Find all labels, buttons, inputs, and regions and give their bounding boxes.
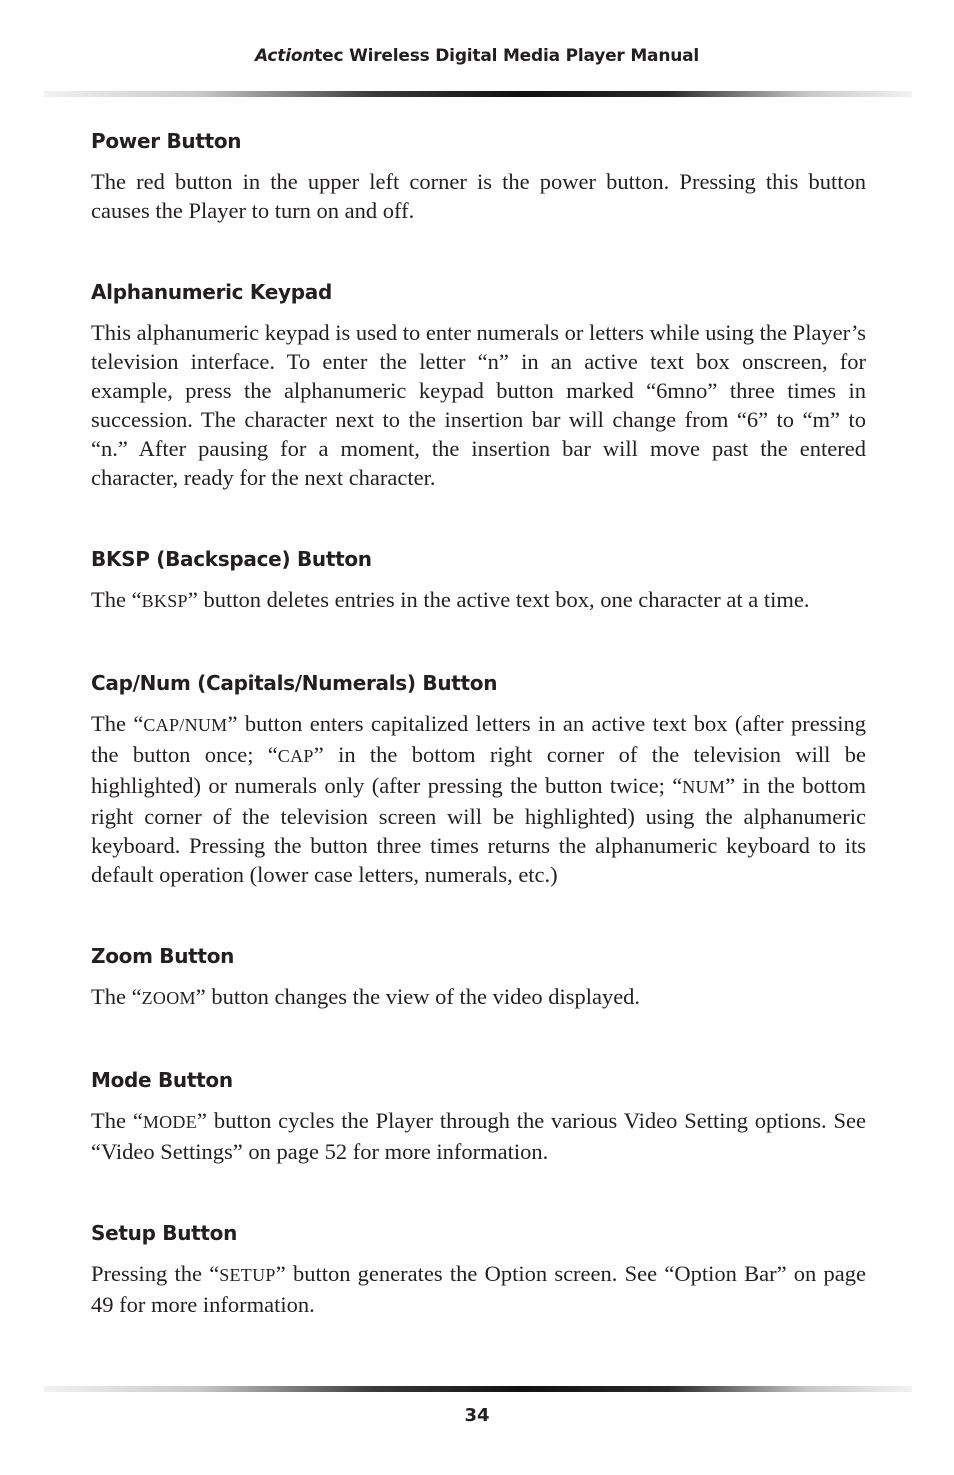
body-text: ” button enters capitalized letters in an active text box (after pressing the button once; “ xyxy=(91,711,866,767)
body-text: ” button generates the Option screen. See “Option Bar” on page 49 for more information. xyxy=(91,1261,866,1317)
section-body: The red button in the upper left corner is the power button. Pressing this button causes the Player to turn on and off. xyxy=(91,169,866,223)
section-heading: Zoom Button xyxy=(91,944,235,968)
body-text: The “ xyxy=(91,1108,143,1133)
section-body xyxy=(91,585,866,616)
section-body xyxy=(91,1259,866,1319)
key-label: NUM xyxy=(682,777,726,797)
brand-name-italic: Action xyxy=(254,46,315,66)
header-title: tec Wireless Digital Media Player Manual xyxy=(314,46,700,66)
section-body xyxy=(91,1106,866,1166)
body-text: ” in the bottom right corner of the television will be highlighted) or numerals only (after pressing the button twice; “ xyxy=(91,742,866,798)
section-alphanumeric-keypad xyxy=(91,277,866,492)
section-body: This alphanumeric keypad is used to enter numerals or letters while using the Player’s television interface. To enter the letter “n” in an active text box onscreen, for example, press the alphanumeric keypad button marked “6mno” three times in succession. The character next to the insertion bar will change from “6” to “m” to “n.” After pausing for a moment, the insertion bar will move past the entered character, ready for the next character. xyxy=(91,320,867,490)
key-label: SETUP xyxy=(219,1265,276,1285)
body-text: ” button deletes entries in the active text box, one character at a time. xyxy=(187,587,810,612)
section-heading: Alphanumeric Keypad xyxy=(91,280,332,304)
body-text: ” button cycles the Player through the various Video Setting options. See “Video Settings” on page 52 for more information. xyxy=(91,1108,866,1164)
section-power-button xyxy=(91,126,866,225)
key-label: MODE xyxy=(142,1112,198,1132)
body-text: The “ xyxy=(91,984,142,1009)
section-heading: Power Button xyxy=(91,129,242,153)
body-text: Pressing the “ xyxy=(91,1261,220,1286)
key-label: CAP/NUM xyxy=(143,715,228,735)
main-content xyxy=(91,126,866,1319)
key-label: BKSP xyxy=(141,591,188,611)
section-heading: BKSP (Backspace) Button xyxy=(91,547,372,571)
key-label: CAP xyxy=(277,746,314,766)
section-heading: Mode Button xyxy=(91,1068,233,1092)
section-heading: Cap/Num (Capitals/Numerals) Button xyxy=(91,671,498,695)
body-text: The “ xyxy=(91,587,142,612)
section-body xyxy=(91,982,866,1013)
key-label: ZOOM xyxy=(141,988,196,1008)
section-bksp-button xyxy=(91,544,866,616)
section-mode-button xyxy=(91,1065,866,1166)
page-header xyxy=(0,46,954,66)
section-zoom-button xyxy=(91,941,866,1013)
section-body xyxy=(91,709,866,889)
section-cap-num-button xyxy=(91,668,866,889)
body-text: The “ xyxy=(91,711,144,736)
section-heading: Setup Button xyxy=(91,1221,238,1245)
page-number: 34 xyxy=(464,1405,490,1426)
body-text: ” button changes the view of the video displayed. xyxy=(195,984,641,1009)
header-rule xyxy=(44,91,912,97)
body-text: ” in the bottom right corner of the television screen will be highlighted) using the alphanumeric keyboard. Pressing the button three times returns the alphanumeric keyboard to its default operation (lower case letters, numerals, etc.) xyxy=(91,773,866,887)
section-setup-button xyxy=(91,1218,866,1319)
footer-rule xyxy=(44,1386,912,1392)
